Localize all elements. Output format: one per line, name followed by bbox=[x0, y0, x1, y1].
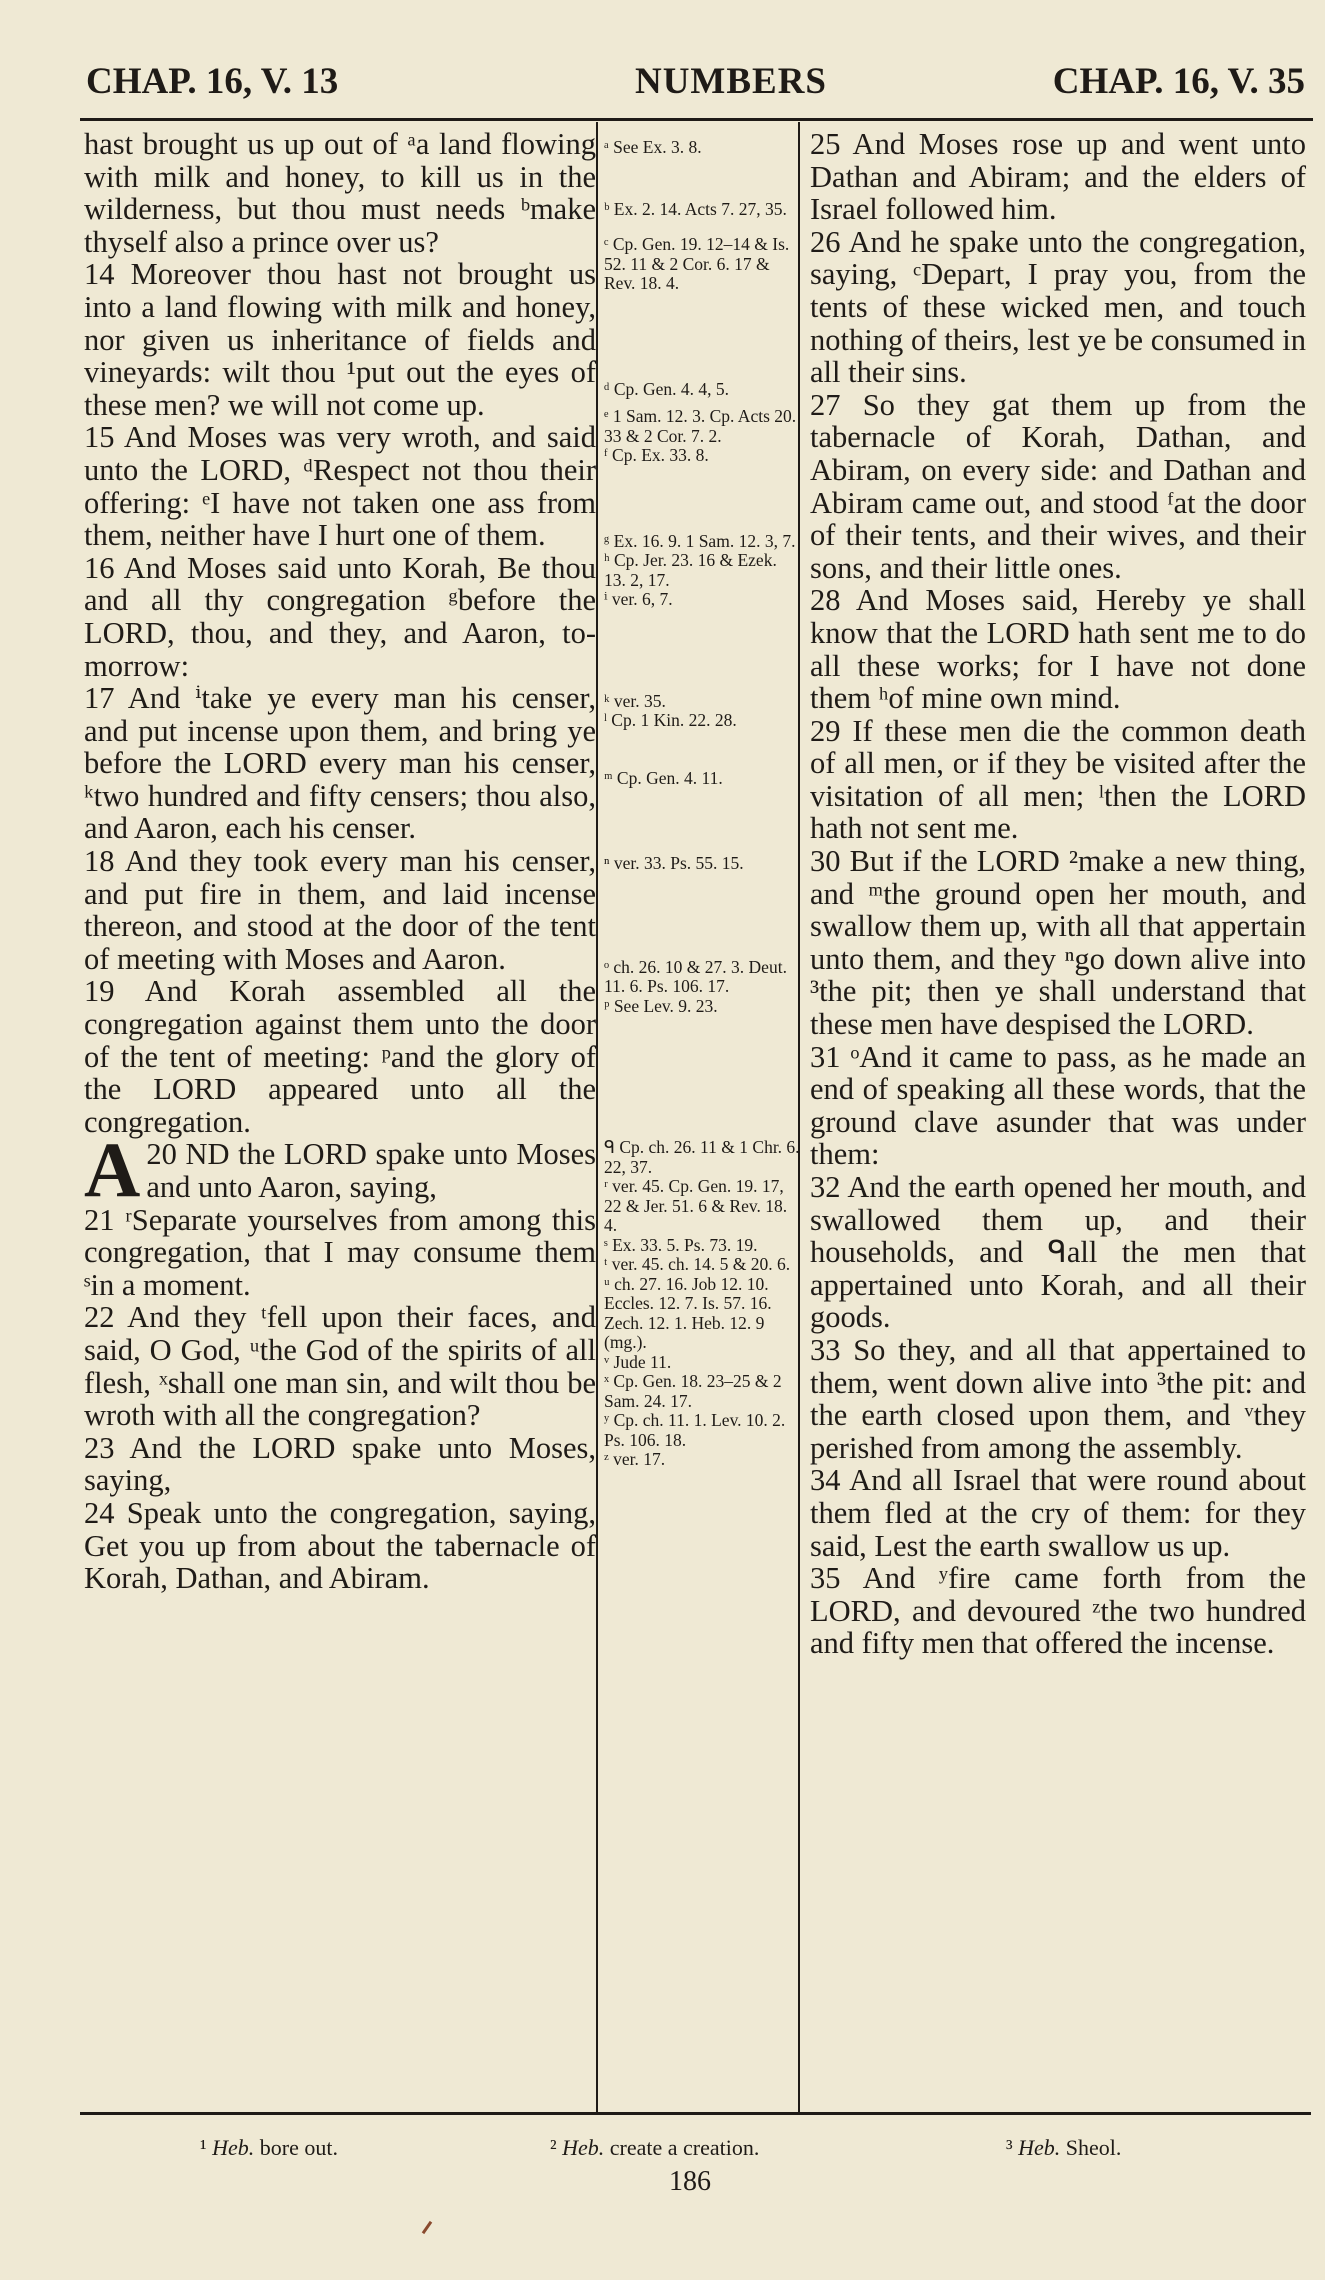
left-text-column bbox=[84, 128, 596, 1595]
cross-reference-note: ˢ Ex. 33. 5. Ps. 73. 19. bbox=[604, 1234, 758, 1255]
verse-31: 31 ᵒAnd it came to pass, as he made an end of speaking all these words, that the ground clave asunder that was under them: bbox=[810, 1039, 1306, 1172]
verse-24: 24 Speak unto the congregation, saying, Get you up from about the tabernacle of Korah, Dathan, and Abiram. bbox=[84, 1495, 596, 1596]
drop-cap: A bbox=[84, 1126, 141, 1214]
column-divider-left bbox=[596, 122, 598, 2112]
footnote-rule bbox=[80, 2112, 1311, 2115]
footnote-2 bbox=[550, 2130, 759, 2166]
cross-reference-note: ᵏ ver. 35. bbox=[604, 690, 666, 711]
cross-reference-note: ᵉ 1 Sam. 12. 3. Cp. Acts 20. 33 & 2 Cor. 7. 2. bbox=[604, 406, 797, 446]
footnote-3-heb: Heb. bbox=[1018, 2135, 1061, 2160]
verse-17: 17 And ⁱtake ye every man his censer, and put incense upon them, and bring ye before the LORD every man his censer, ᵏtwo hundred and fifty censers; thou also, and Aaron, each his censer. bbox=[84, 681, 596, 846]
verse-35: 35 And ʸfire came forth from the LORD, and devoured ᶻthe two hundred and fifty men that offered the incense. bbox=[810, 1561, 1306, 1661]
verse-20 bbox=[84, 1126, 597, 1214]
cross-reference-note: ᵒ ch. 26. 10 & 27. 3. Deut. 11. 6. Ps. 106. 17. bbox=[604, 956, 787, 996]
verse-29: 29 If these men die the common death of all men, or if they be visited after the visitation of all men; ˡthen the LORD hath not sent me. bbox=[810, 713, 1306, 846]
cross-reference-note: ᑫ Cp. ch. 26. 11 & 1 Chr. 6. 22, 37. bbox=[604, 1137, 800, 1177]
page-number: 186 bbox=[669, 2166, 711, 2197]
cross-reference-note: ʸ Cp. ch. 11. 1. Lev. 10. 2. Ps. 106. 18. bbox=[604, 1410, 786, 1450]
verse-18: 18 And they took every man his censer, and put fire in them, and laid incense thereon, and stood at the door of the tent of meeting with Moses and Aaron. bbox=[84, 844, 596, 976]
footnote-1 bbox=[200, 2130, 338, 2166]
footnotes bbox=[200, 2130, 1200, 2166]
footnote-2-text: create a creation. bbox=[609, 2135, 760, 2160]
cross-reference-note: ʰ Cp. Jer. 23. 16 & Ezek. 13. 2, 17. bbox=[604, 550, 777, 590]
running-header bbox=[86, 58, 1305, 106]
verse-23: 23 And the LORD spake unto Moses, saying, bbox=[84, 1430, 596, 1498]
cross-reference-note: ᶜ Cp. Gen. 19. 12–14 & Is. 52. 11 & 2 Cor. 6. 17 & Rev. 18. 4. bbox=[604, 234, 790, 293]
header-chapter-right: CHAP. 16, V. 35 bbox=[1052, 61, 1305, 102]
footnote-3-text: Sheol. bbox=[1065, 2135, 1122, 2160]
cross-reference-note: ᵍ Ex. 16. 9. 1 Sam. 12. 3, 7. bbox=[604, 530, 796, 551]
right-text-column bbox=[810, 128, 1306, 1660]
verse-26: 26 And he spake unto the congregation, saying, ᶜDepart, I pray you, from the tents of these wicked men, and touch nothing of theirs, lest ye be consumed in all their sins. bbox=[810, 224, 1306, 390]
footnote-3-marker: ³ bbox=[1006, 2135, 1013, 2160]
verse-28: 28 And Moses said, Hereby ye shall know that the LORD hath sent me to do all these works; for I have not done them ʰof mine own mind. bbox=[810, 583, 1306, 716]
cross-reference-column bbox=[604, 138, 800, 1470]
verse-16: 16 And Moses said unto Korah, Be thou and all thy congregation ᵍbefore the LORD, thou, and they, and Aaron, to-morrow: bbox=[84, 550, 596, 683]
verse-34: 34 And all Israel that were round about them fled at the cry of them: for they said, Lest the earth swallow us up. bbox=[810, 1463, 1306, 1563]
footnote-1-text: bore out. bbox=[259, 2135, 338, 2160]
verse-20-text: ND the LORD spake unto Moses and unto Aaron, saying, bbox=[146, 1137, 597, 1204]
cross-reference-note: ⁱ ver. 6, 7. bbox=[604, 589, 673, 609]
cross-reference-note: ᵛ Jude 11. bbox=[604, 1351, 672, 1372]
verse-27: 27 So they gat them up from the tabernacle of Korah, Dathan, and Abiram, on every side: and Dathan and Abiram came out, and stood ᶠat the door of their tents, and their wives, and their sons, and their little ones. bbox=[810, 387, 1306, 585]
cross-reference-note: ᶻ ver. 17. bbox=[604, 1449, 666, 1469]
footnote-1-heb: Heb. bbox=[212, 2135, 255, 2160]
cross-reference-note: ʳ ver. 45. Cp. Gen. 19. 17, 22 & Jer. 51. 6 & Rev. 18. 4. bbox=[604, 1176, 788, 1235]
cross-reference-note: ˣ Cp. Gen. 18. 23–25 & 2 Sam. 24. 17. bbox=[604, 1371, 782, 1411]
verse-13-cont: hast brought us up out of ᵃa land flowing with milk and honey, to kill us in the wilderness, but thou must needs ᵇmake thyself also a prince over us? bbox=[84, 127, 596, 259]
cross-reference-note: ᵘ ch. 27. 16. Job 12. 10. Eccles. 12. 7. Is. 57. 16. Zech. 12. 1. Heb. 12. 9 (mg.). bbox=[604, 1273, 772, 1352]
verse-21: 21 ʳSeparate yourselves from among this congregation, that I may consume them ˢin a moment. bbox=[84, 1202, 596, 1302]
verse-19: 19 And Korah assembled all the congregation against them unto the door of the tent of meeting: ᵖand the glory of the LORD appeared unto all the congregation. bbox=[84, 974, 596, 1139]
footnote-1-marker: ¹ bbox=[200, 2135, 207, 2160]
cross-reference-note: ᵇ Ex. 2. 14. Acts 7. 27, 35. bbox=[604, 198, 787, 219]
cross-reference-note: ᶠ Cp. Ex. 33. 8. bbox=[604, 445, 709, 465]
footnote-3 bbox=[1006, 2130, 1121, 2166]
header-chapter-left: CHAP. 16, V. 13 bbox=[86, 61, 339, 102]
cross-reference-note: ˡ Cp. 1 Kin. 22. 28. bbox=[604, 710, 737, 730]
cross-reference-note: ᵈ Cp. Gen. 4. 4, 5. bbox=[604, 378, 730, 399]
footnote-2-heb: Heb. bbox=[562, 2135, 605, 2160]
cross-reference-note: ᵃ See Ex. 3. 8. bbox=[604, 137, 702, 157]
ink-mark bbox=[422, 2221, 432, 2234]
cross-reference-note: ᵗ ver. 45. ch. 14. 5 & 20. 6. bbox=[604, 1254, 791, 1274]
verse-15: 15 And Moses was very wroth, and said unto the LORD, ᵈRespect not thou their offering: ᵉI have not taken one ass from them, neither have I hurt one of them. bbox=[84, 420, 596, 553]
cross-reference-note: ᵐ Cp. Gen. 4. 11. bbox=[604, 767, 723, 788]
verse-32: 32 And the earth opened her mouth, and swallowed them up, and their households, and ᑫall the men that appertained unto Korah, and all their goods. bbox=[810, 1170, 1306, 1335]
verse-25: 25 And Moses rose up and went unto Dathan and Abiram; and the elders of Israel followed him. bbox=[810, 127, 1306, 227]
verse-33: 33 So they, and all that appertained to them, went down alive into ³the pit: and the earth closed upon them, and ᵛthey perished from among the assembly. bbox=[810, 1332, 1306, 1465]
cross-reference-note: ⁿ ver. 33. Ps. 55. 15. bbox=[604, 853, 744, 873]
verse-30: 30 But if the LORD ²make a new thing, and ᵐthe ground open her mouth, and swallow them up, with all that appertain unto them, and they ⁿgo down alive into ³the pit; then ye shall understand that these men have despised the LORD. bbox=[810, 844, 1306, 1042]
footnote-2-marker: ² bbox=[550, 2135, 557, 2160]
verse-22: 22 And they ᵗfell upon their faces, and said, O God, ᵘthe God of the spirits of all flesh, ˣshall one man sin, and wilt thou be wroth with all the congregation? bbox=[84, 1300, 596, 1433]
book-title: NUMBERS bbox=[634, 61, 828, 102]
verse-20-number: 20 bbox=[146, 1137, 177, 1172]
header-rule bbox=[80, 118, 1313, 121]
cross-reference-note: ᵖ See Lev. 9. 23. bbox=[604, 995, 718, 1016]
verse-14: 14 Moreover thou hast not brought us into a land flowing with milk and honey, nor given us inheritance of fields and vineyards: wilt thou ¹put out the eyes of these men? we will not come up. bbox=[84, 257, 596, 422]
